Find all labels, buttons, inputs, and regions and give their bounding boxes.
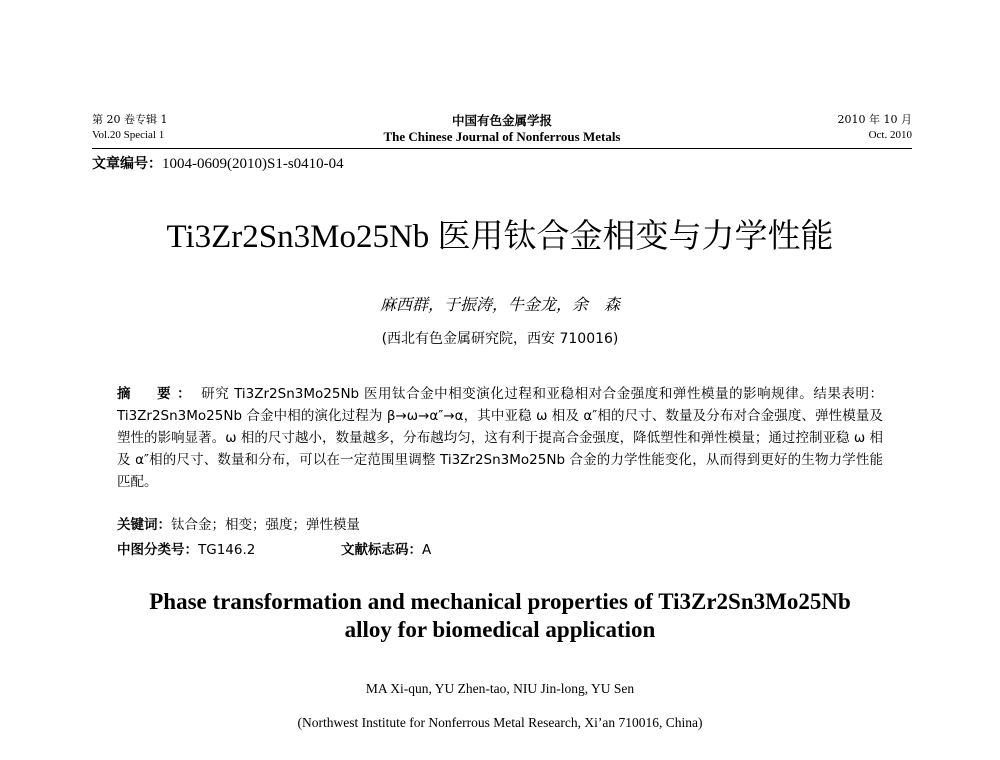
volume-cn: 第 20 卷专辑 1 bbox=[92, 113, 168, 126]
date-en: Oct. 2010 bbox=[868, 129, 912, 141]
document-code bbox=[341, 538, 431, 558]
journal-name-en: The Chinese Journal of Nonferrous Metals bbox=[383, 129, 621, 144]
title-cn: Ti3Zr2Sn3Mo25Nb 医用钛合金相变与力学性能 bbox=[166, 219, 834, 255]
title-en bbox=[0, 588, 1000, 644]
affiliation-cn: (西北有色金属研究院，西安 710016) bbox=[381, 331, 619, 347]
article-number-label: 文章编号： bbox=[92, 156, 162, 172]
article-number-value: 1004-0609(2010)S1-s0410-04 bbox=[162, 156, 344, 172]
affiliation-en: (Northwest Institute for Nonferrous Metal Research, Xi’an 710016, China) bbox=[297, 715, 703, 730]
abstract bbox=[117, 383, 883, 493]
running-header-cn bbox=[92, 111, 912, 129]
authors-cn: 麻西群，于振涛，牛金龙，余 森 bbox=[379, 295, 620, 314]
doc-code-label: 文献标志码： bbox=[341, 542, 422, 558]
keywords-label: 关键词： bbox=[117, 517, 171, 533]
keywords-text: 钛合金；相变；强度；弹性模量 bbox=[171, 517, 360, 533]
abstract-text: 研究 Ti3Zr2Sn3Mo25Nb 医用钛合金中相变演化过程和亚稳相对合金强度和弹性模量的影响规律。结果表明：Ti3Zr2Sn3Mo25Nb 合金中相的演化过程为 β→ω→α″→α，其中亚稳 ω 相及 α″相的尺寸、数量及分布对合金强度、弹性模量及塑性的影响显著。ω 相的尺寸越小，数量越多，分布越均匀，这有利于提高合金强度，降低塑性和弹性模量；通过控制亚稳 ω 相及 α″相的尺寸、数量和分布，可以在一定范围里调整 Ti3Zr2Sn3Mo25Nb 合金的力学性能变化，从而得到更好的生物力学性能匹配。 bbox=[117, 386, 883, 490]
doc-code-value: A bbox=[422, 542, 432, 558]
journal-name-cn: 中国有色金属学报 bbox=[451, 113, 552, 128]
title-en-line2: alloy for biomedical application bbox=[344, 617, 656, 642]
clc-number bbox=[117, 538, 255, 558]
article-number bbox=[92, 153, 344, 173]
running-header-en bbox=[92, 129, 912, 147]
clc-label: 中图分类号： bbox=[117, 542, 198, 558]
volume-en: Vol.20 Special 1 bbox=[92, 129, 165, 141]
keywords bbox=[117, 513, 360, 533]
clc-value: TG146.2 bbox=[198, 542, 256, 558]
header-rule bbox=[92, 148, 912, 149]
date-cn: 2010 年 10 月 bbox=[837, 113, 912, 126]
authors-en: MA Xi-qun, YU Zhen-tao, NIU Jin-long, YU Sen bbox=[365, 681, 635, 696]
abstract-label: 摘 要： bbox=[117, 386, 198, 402]
title-en-line1: Phase transformation and mechanical properties of Ti3Zr2Sn3Mo25Nb bbox=[149, 589, 851, 614]
